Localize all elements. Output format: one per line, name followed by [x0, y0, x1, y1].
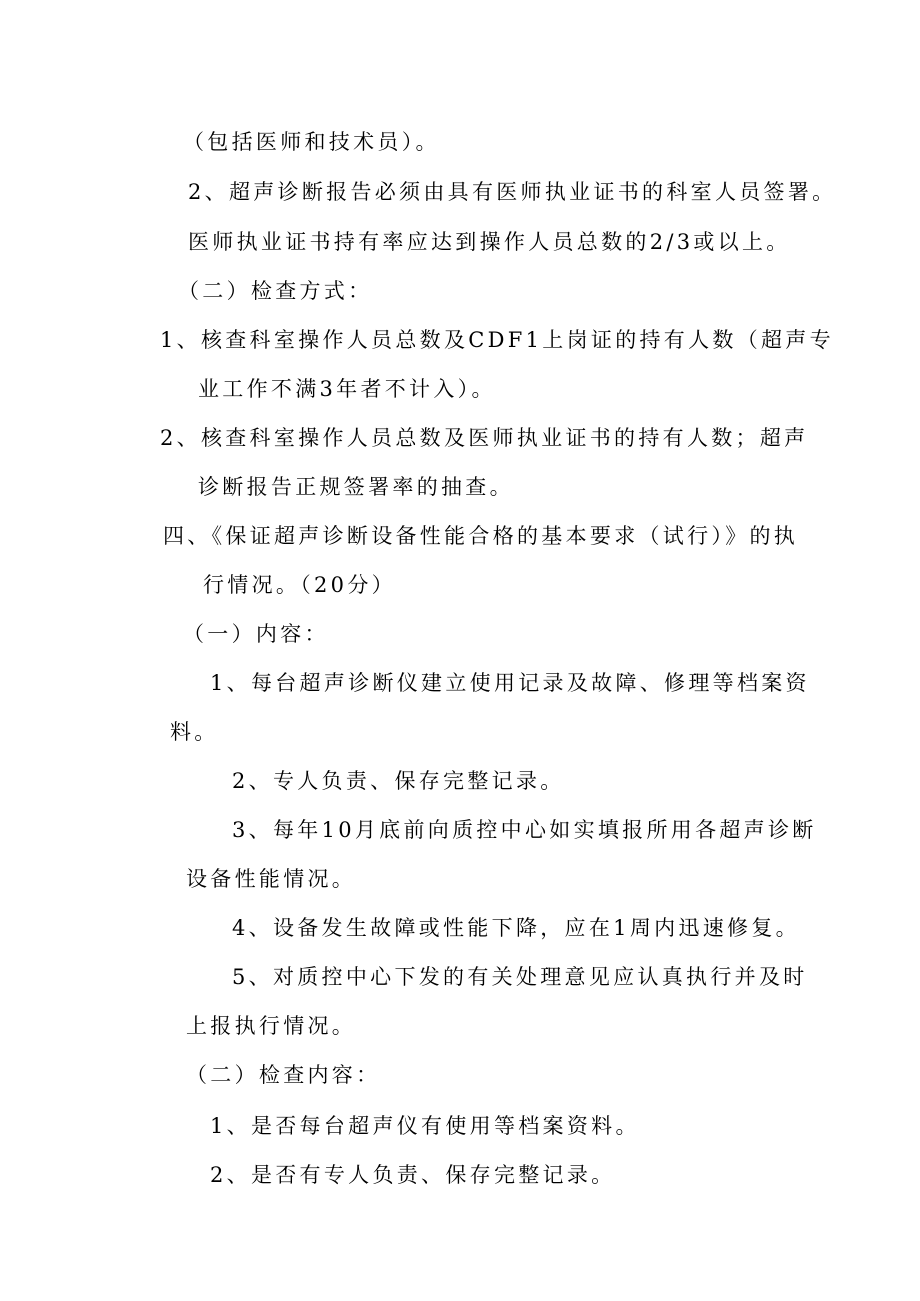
text-line-22: 2、是否有专人负责、保存完整记录。 [210, 1163, 616, 1187]
text-line-13: 料。 [170, 720, 219, 744]
section-heading-content: （一）内容： [183, 622, 329, 646]
text-line-7: 2、核查科室操作人员总数及医师执业证书的持有人数；超声 [160, 426, 809, 450]
text-line-16: 设备性能情况。 [186, 867, 357, 891]
section-heading-check-method: （二）检查方式： [178, 279, 373, 303]
text-line-1: （包括医师和技术员）。 [183, 130, 440, 154]
text-line-2: 2、超声诊断报告必须由具有医师执业证书的科室人员签署。 [188, 180, 837, 204]
text-line-5: 1、核查科室操作人员总数及CDF1上岗证的持有人数（超声专 [160, 328, 834, 352]
text-line-12: 1、每台超声诊断仪建立使用记录及故障、修理等档案资 [210, 671, 810, 695]
text-line-8: 诊断报告正规签署率的抽查。 [198, 475, 514, 499]
section-heading-check-content: （二）检查内容： [186, 1063, 381, 1087]
text-line-21: 1、是否每台超声仪有使用等档案资料。 [210, 1114, 640, 1138]
text-line-19: 上报执行情况。 [186, 1014, 357, 1038]
text-line-17: 4、设备发生故障或性能下降，应在1周内迅速修复。 [232, 916, 800, 940]
text-line-14: 2、专人负责、保存完整记录。 [232, 769, 565, 793]
text-line-3: 医师执业证书持有率应达到操作人员总数的2/3或以上。 [188, 230, 791, 254]
section-heading-four: 四、《保证超声诊断设备性能合格的基本要求（试行）》的执 [163, 524, 799, 548]
text-line-10: 行情况。（20分） [203, 573, 396, 597]
text-line-18: 5、对质控中心下发的有关处理意见应认真执行并及时 [232, 965, 808, 989]
text-line-15: 3、每年10月底前向质控中心如实填报所用各超声诊断 [232, 818, 817, 842]
text-line-6: 业工作不满3年者不计入）。 [198, 377, 496, 401]
